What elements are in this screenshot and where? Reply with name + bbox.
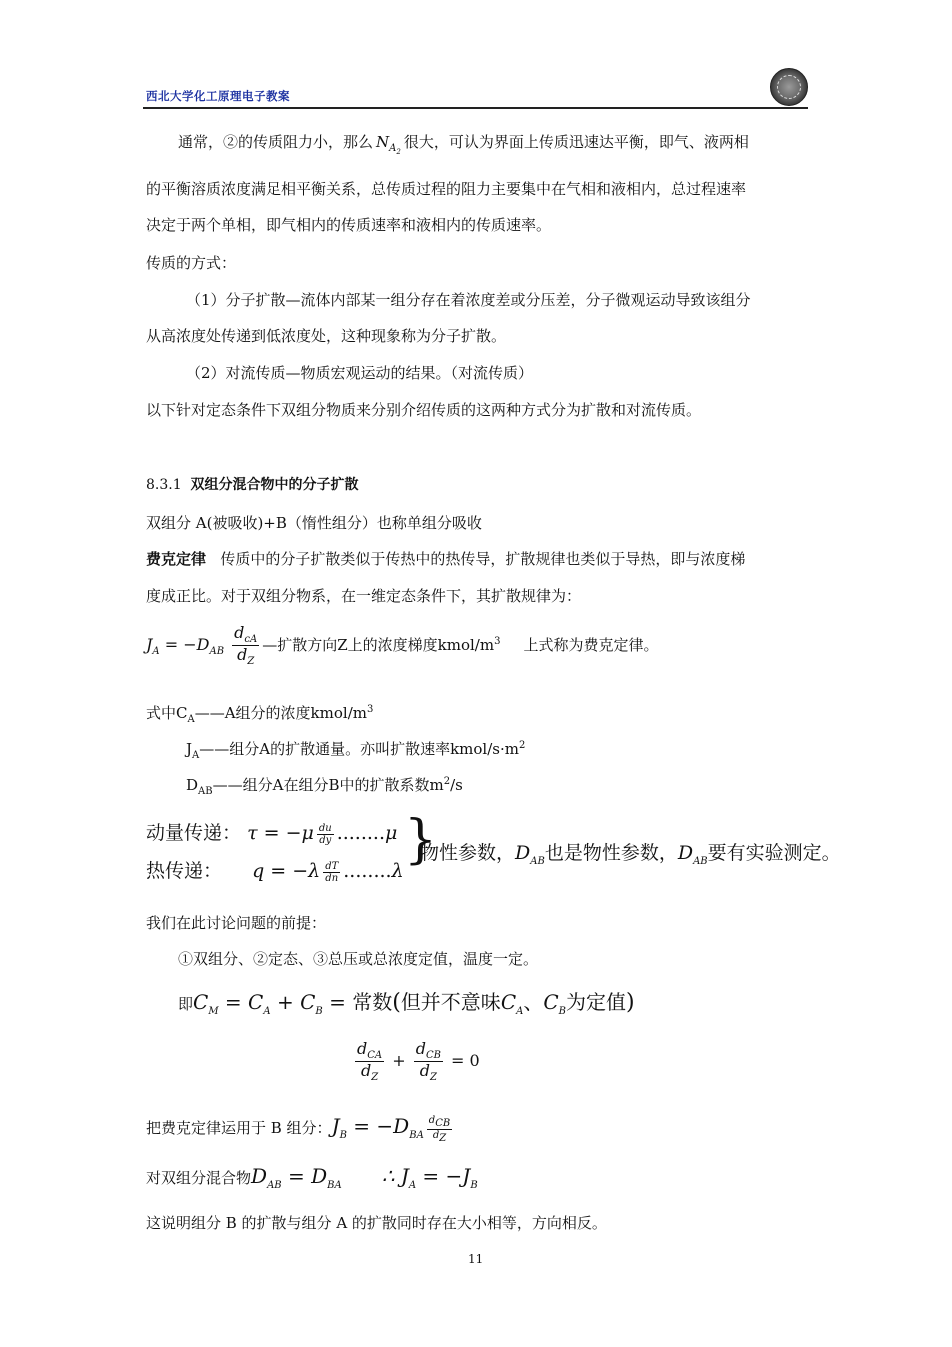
para-line: （1）分子扩散—流体内部某一组分存在着浓度差或分压差，分子微观运动导致该组分 [186,291,751,309]
para-line: 通常，②的传质阻力小，那么 $N_{A_2}$很大，可认为界面上传质迅速达平衡，即气、液两相 [178,133,749,156]
concentration-equation: 即$C_M = C_A + C_B$ = 常数(但并不意味$C_A$、$C_B$为定值) [178,990,635,1017]
para-line: 这说明组分 B 的扩散与组分 A 的扩散同时存在大小相等，方向相反。 [146,1214,607,1232]
para-line: ①双组分、②定态、③总压或总浓度定值，温度一定。 [178,950,539,968]
para-line: 费克定律 传质中的分子扩散类似于传热中的热传导，扩散规律也类似于导热，即与浓度梯 [146,550,746,568]
definition-line: $J_A——$组分A的扩散通量。亦叫扩散速率kmol/$s\cdot m^2$ [186,740,526,761]
header-title: 西北大学化工原理电子教案 [146,89,290,103]
gradient-sum-equation: $\frac{d_{CA}}{d_Z}$ + $\frac{d_{CB}}{d_Z}$ = 0 [357,1039,480,1084]
brace: } [404,810,438,870]
symmetry-equation: 对双组分混合物$D_{AB} = D_{BA}$ ∴ $J_A = -J_B$ [146,1164,478,1191]
definition-line: 式中$C_A——A$组分的浓度kmol/$m^3$ [146,704,374,725]
para-line: 的平衡溶质浓度满足相平衡关系，总传质过程的阻力主要集中在气相和液相内，总过程速率 [146,180,747,198]
fick-equation: $J_A = -D_{AB}$ $\frac{d_{cA}}{d_Z}$ —扩散方向Z上的浓度梯度kmol/$m^3$ 上式称为费克定律。 [146,623,659,668]
para-line: 决定于两个单相，即气相内的传质速率和液相内的传质速率。 [146,216,552,234]
para-line: 度成正比。对于双组分物系，在一维定态条件下，其扩散规律为： [146,587,582,605]
header-rule [143,107,808,109]
para-line: （2）对流传质—物质宏观运动的结果。（对流传质） [186,364,534,382]
definition-line: $D_{AB}——$组分A在组分B中的扩散系数$m^2/s$ [186,776,463,797]
para-line: 以下针对定态条件下双组分物质来分别介绍传质的这两种方式分为扩散和对流传质。 [146,401,702,419]
para-line: 传质的方式： [146,254,237,272]
para-line: 双组分 A(被吸收)+B（惰性组分）也称单组分吸收 [146,514,482,532]
page-number: 11 [468,1252,484,1266]
properties-note: 物性参数，$D_{AB}$也是物性参数，$D_{AB}$要有实验测定。 [420,842,841,867]
para-line: 从高浓度处传递到低浓度处，这种现象称为分子扩散。 [146,327,507,345]
section-heading: 8.3.1 双组分混合物中的分子扩散 [146,477,359,493]
fick-b-equation: 把费克定律运用于 B 组分：$J_B = -D_{BA}$ $\frac{d_{CB}}{d_Z}$ [146,1114,451,1144]
para-line: 我们在此讨论问题的前提： [146,914,327,932]
heat-equation: 热传递： q = −λ $\frac{dT}{dn}$ ........λ [146,860,404,884]
university-seal-logo [770,68,808,106]
momentum-equation: 动量传递： τ = −μ $\frac{du}{dy}$ ........μ [146,822,398,846]
